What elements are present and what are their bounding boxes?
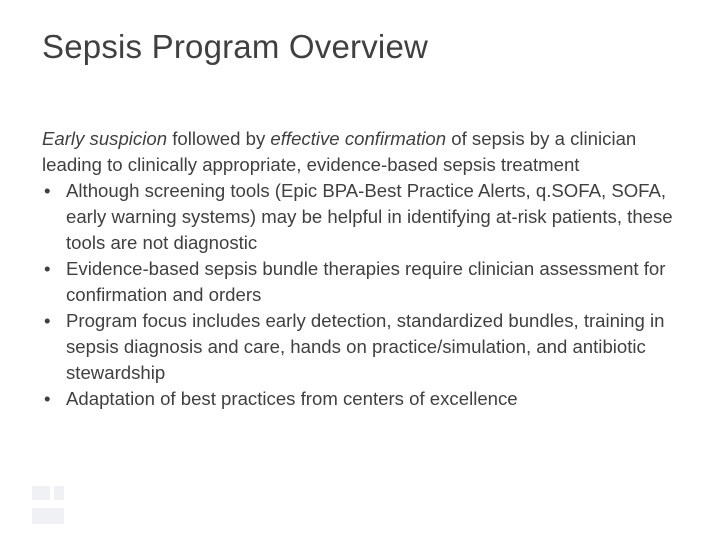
slide-body	[42, 126, 692, 412]
bullet-icon: •	[44, 258, 51, 279]
intro-italic-early-suspicion: Early suspicion	[42, 128, 168, 149]
intro-italic-effective-confirmation: effective confirmation	[270, 128, 447, 149]
intro-text-remainder: of sepsis by a clinician leading to clinically appropriate, evidence-based sepsis treatment	[42, 128, 637, 175]
bullet-text: Program focus includes early detection, standardized bundles, training in sepsis diagnosis and care, hands on practice/simulation, and antibiotic stewardship	[66, 310, 665, 383]
bullet-text: Although screening tools (Epic BPA-Best Practice Alerts, q.SOFA, SOFA, early warning systems) may be helpful in identifying at-risk patients, these tools are not diagnostic	[66, 180, 673, 253]
bullet-icon: •	[44, 180, 51, 201]
bullet-list	[42, 178, 692, 412]
intro-text-followed-by: followed by	[167, 128, 271, 149]
bullet-item-screening-tools	[42, 178, 692, 256]
slide-title: Sepsis Program Overview	[42, 28, 429, 65]
bullet-text: Adaptation of best practices from centers of excellence	[66, 388, 518, 409]
bullet-icon: •	[44, 310, 51, 331]
bullet-item-best-practices	[42, 386, 692, 412]
bullet-icon: •	[44, 388, 51, 409]
intro-paragraph	[42, 126, 692, 178]
bullet-item-bundle-therapies	[42, 256, 692, 308]
bullet-text: Evidence-based sepsis bundle therapies require clinician assessment for confirmation and orders	[66, 258, 666, 305]
bullet-item-program-focus	[42, 308, 692, 386]
faint-watermark-logo	[30, 482, 270, 532]
watermark-emblem-icon	[30, 482, 90, 530]
